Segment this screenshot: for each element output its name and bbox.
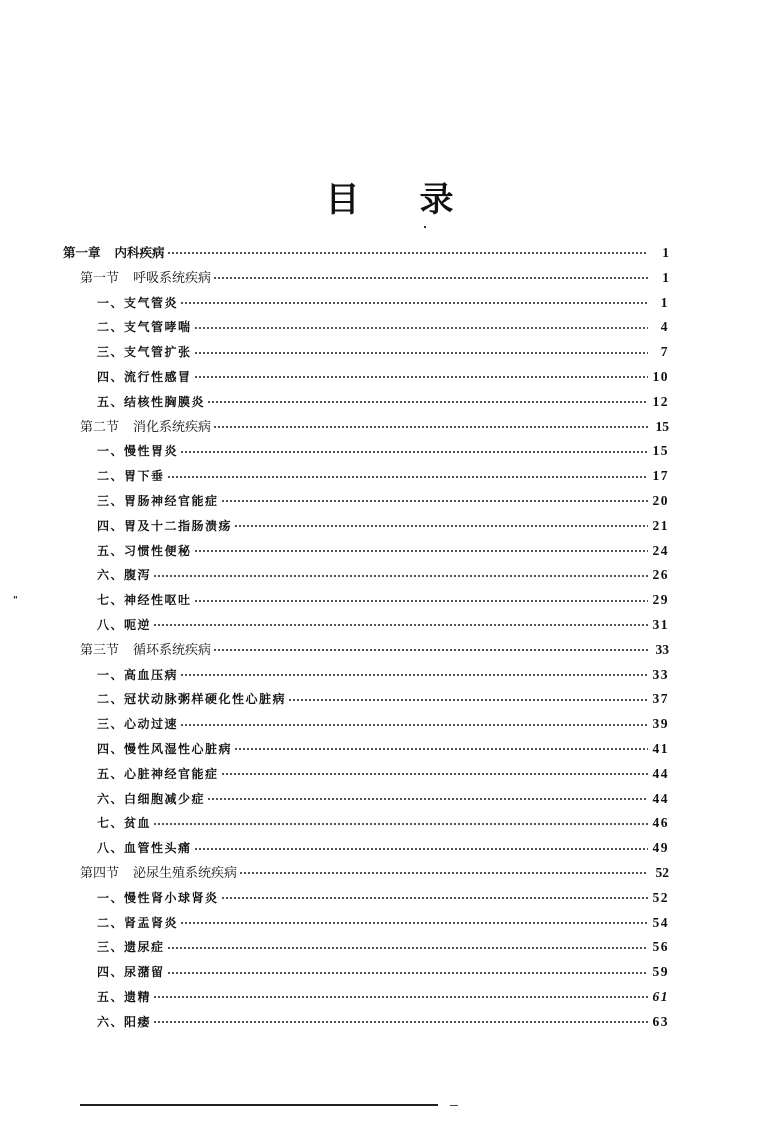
- toc-entry-title: [97, 712, 178, 737]
- toc-page-number: 41: [652, 740, 669, 756]
- toc-entry-label: 支气管哮喘: [124, 320, 192, 335]
- toc-entry-number: 一、: [97, 890, 125, 905]
- footer-rule-dash: [450, 1105, 458, 1106]
- toc-entry-number: 二、: [97, 320, 125, 335]
- toc-page-number: 7: [660, 344, 669, 360]
- toc-page-number: 33: [655, 641, 669, 657]
- toc-page-number: 59: [652, 964, 669, 980]
- toc-entry-item[interactable]: [63, 613, 669, 638]
- dot-leader: [207, 397, 647, 407]
- toc-entry-label: 胃及十二指肠溃疡: [124, 518, 233, 533]
- toc-entry-label: 慢性风湿性心脏病: [124, 741, 233, 756]
- toc-entry-title: [80, 639, 211, 664]
- toc-page-number: 1: [660, 294, 669, 310]
- toc-entry-title: [97, 613, 151, 638]
- dot-leader: [194, 348, 648, 358]
- dot-leader: [194, 844, 648, 854]
- toc-page-number: 12: [652, 393, 669, 409]
- toc-entry-title: [63, 241, 165, 266]
- toc-entry-number: 五、: [97, 394, 125, 409]
- toc-entry-label: 遗精: [124, 989, 152, 1004]
- toc-page-number: 44: [652, 790, 669, 806]
- dot-leader: [213, 645, 648, 655]
- toc-entry-label: 血管性头痛: [124, 841, 192, 856]
- toc-entry-item[interactable]: [63, 514, 669, 539]
- scan-speck: [424, 226, 426, 228]
- toc-entry-number: 二、: [97, 915, 125, 930]
- toc-page-number: 20: [652, 492, 669, 508]
- toc-entry-number: 三、: [97, 717, 125, 732]
- toc-entry-number: 八、: [97, 617, 125, 632]
- toc-entry-item[interactable]: [63, 390, 669, 415]
- toc-entry-item[interactable]: [63, 737, 669, 762]
- table-of-contents: [63, 241, 669, 1035]
- dot-leader: [153, 571, 647, 581]
- dot-leader: [180, 918, 647, 928]
- toc-entry-label: 胃下垂: [124, 469, 165, 484]
- dot-leader: [153, 620, 647, 630]
- toc-page-number: 29: [652, 592, 669, 608]
- toc-entry-number: 四、: [97, 741, 125, 756]
- toc-page-number: 33: [652, 666, 669, 682]
- dot-leader: [167, 968, 648, 978]
- toc-entry-section[interactable]: [63, 861, 669, 886]
- dot-leader: [194, 596, 648, 606]
- toc-entry-number: 第一节: [80, 270, 120, 286]
- toc-entry-title: [97, 291, 178, 316]
- toc-page-number: 1: [662, 245, 669, 260]
- toc-entry-title: [97, 1010, 151, 1035]
- dot-leader: [221, 496, 648, 506]
- toc-entry-title: [97, 960, 165, 985]
- toc-entry-number: 一、: [97, 667, 125, 682]
- toc-entry-item[interactable]: [63, 836, 669, 861]
- title-char-2: 录: [419, 180, 454, 220]
- toc-entry-title: [97, 935, 165, 960]
- dot-leader: [153, 819, 647, 829]
- toc-page-number: 4: [660, 319, 669, 335]
- toc-entry-label: 冠状动脉粥样硬化性心脏病: [124, 692, 287, 707]
- toc-entry-title: [97, 811, 151, 836]
- toc-entry-title: [97, 687, 286, 712]
- toc-entry-title: [97, 563, 151, 588]
- toc-entry-number: 八、: [97, 841, 125, 856]
- toc-page-number: 37: [652, 691, 669, 707]
- toc-entry-chapter[interactable]: [63, 241, 669, 266]
- toc-entry-title: [97, 588, 192, 613]
- toc-page-number: 31: [652, 616, 669, 632]
- toc-page-number: 26: [652, 567, 669, 583]
- toc-page-number: 1: [662, 269, 669, 285]
- toc-entry-number: 四、: [97, 518, 125, 533]
- dot-leader: [213, 273, 648, 283]
- toc-entry-label: 胃肠神经官能症: [124, 493, 219, 508]
- toc-entry-label: 尿潴留: [124, 965, 165, 980]
- dot-leader: [213, 422, 648, 432]
- toc-entry-label: 消化系统疾病: [133, 419, 212, 435]
- toc-entry-label: 高血压病: [124, 667, 179, 682]
- toc-entry-item[interactable]: [63, 985, 669, 1010]
- toc-entry-item[interactable]: [63, 439, 669, 464]
- toc-entry-title: [97, 663, 178, 688]
- toc-entry-item[interactable]: [63, 1010, 669, 1035]
- toc-entry-item[interactable]: [63, 588, 669, 613]
- toc-entry-item[interactable]: [63, 811, 669, 836]
- dot-leader: [194, 323, 648, 333]
- toc-entry-label: 循环系统疾病: [133, 642, 212, 658]
- toc-entry-title: [97, 985, 151, 1010]
- toc-page-number: 61: [652, 988, 669, 1004]
- toc-entry-number: 二、: [97, 469, 125, 484]
- toc-entry-title: [97, 365, 192, 390]
- toc-page-number: 63: [652, 1013, 669, 1029]
- toc-entry-number: 三、: [97, 345, 125, 360]
- toc-entry-item[interactable]: [63, 489, 669, 514]
- toc-entry-item[interactable]: [63, 340, 669, 365]
- toc-entry-number: 第二节: [80, 419, 120, 435]
- toc-entry-item[interactable]: [63, 315, 669, 340]
- toc-entry-number: 三、: [97, 940, 125, 955]
- toc-entry-title: [97, 836, 192, 861]
- toc-entry-item[interactable]: [63, 663, 669, 688]
- toc-entry-title: [80, 416, 211, 441]
- toc-page-number: 46: [652, 815, 669, 831]
- toc-entry-section[interactable]: [63, 638, 669, 663]
- toc-page-number: 15: [655, 418, 669, 434]
- dot-leader: [234, 744, 647, 754]
- margin-mark: ": [13, 596, 18, 606]
- toc-page-number: 21: [652, 517, 669, 533]
- toc-entry-number: 第三节: [80, 642, 120, 658]
- toc-entry-label: 心脏神经官能症: [124, 766, 219, 781]
- toc-entry-title: [80, 862, 237, 887]
- toc-entry-title: [97, 489, 219, 514]
- toc-entry-label: 腹泻: [124, 568, 152, 583]
- toc-entry-item[interactable]: [63, 935, 669, 960]
- toc-entry-section[interactable]: [63, 266, 669, 291]
- toc-entry-title: [97, 762, 219, 787]
- toc-entry-item[interactable]: [63, 563, 669, 588]
- toc-entry-label: 流行性感冒: [124, 369, 192, 384]
- toc-entry-item[interactable]: [63, 787, 669, 812]
- toc-entry-item[interactable]: [63, 911, 669, 936]
- toc-entry-section[interactable]: [63, 415, 669, 440]
- toc-entry-number: 一、: [97, 444, 125, 459]
- dot-leader: [288, 695, 647, 705]
- toc-entry-item[interactable]: [63, 762, 669, 787]
- toc-entry-number: 五、: [97, 989, 125, 1004]
- toc-entry-item[interactable]: [63, 886, 669, 911]
- toc-entry-item[interactable]: [63, 687, 669, 712]
- dot-leader: [167, 943, 648, 953]
- toc-entry-number: 五、: [97, 543, 125, 558]
- dot-leader: [180, 298, 648, 308]
- toc-entry-item[interactable]: [63, 291, 669, 316]
- dot-leader: [194, 546, 648, 556]
- toc-entry-number: 五、: [97, 766, 125, 781]
- toc-page-number: 49: [652, 840, 669, 856]
- toc-entry-number: 二、: [97, 692, 125, 707]
- toc-entry-label: 支气管炎: [124, 295, 179, 310]
- toc-entry-title: [97, 911, 178, 936]
- toc-entry-label: 慢性肾小球肾炎: [124, 890, 219, 905]
- toc-page-number: 52: [652, 889, 669, 905]
- toc-page-number: 10: [652, 368, 669, 384]
- toc-entry-label: 呃逆: [124, 617, 152, 632]
- dot-leader: [239, 868, 648, 878]
- toc-entry-label: 慢性胃炎: [124, 444, 179, 459]
- toc-page-number: 15: [652, 443, 669, 459]
- toc-entry-label: 遗尿症: [124, 940, 165, 955]
- toc-entry-number: 三、: [97, 493, 125, 508]
- toc-entry-label: 泌尿生殖系统疾病: [133, 865, 238, 881]
- toc-page-number: 52: [655, 864, 669, 880]
- footer-rule: [80, 1104, 438, 1106]
- toc-entry-title: [97, 315, 192, 340]
- toc-entry-title: [97, 539, 192, 564]
- dot-leader: [167, 472, 648, 482]
- toc-entry-title: [80, 267, 211, 292]
- toc-entry-number: 六、: [97, 791, 125, 806]
- toc-entry-label: 支气管扩张: [124, 345, 192, 360]
- toc-entry-title: [97, 439, 178, 464]
- toc-entry-label: 贫血: [124, 816, 152, 831]
- toc-entry-number: 四、: [97, 369, 125, 384]
- dot-leader: [207, 794, 647, 804]
- toc-entry-label: 阳痿: [124, 1014, 152, 1029]
- dot-leader: [180, 447, 647, 457]
- toc-entry-title: [97, 464, 165, 489]
- toc-entry-title: [97, 787, 205, 812]
- toc-page-number: 44: [652, 765, 669, 781]
- dot-leader: [221, 769, 648, 779]
- toc-entry-item[interactable]: [63, 539, 669, 564]
- toc-entry-label: 内科疾病: [114, 245, 165, 260]
- toc-entry-item[interactable]: [63, 464, 669, 489]
- toc-entry-label: 习惯性便秘: [124, 543, 192, 558]
- toc-entry-number: 七、: [97, 816, 125, 831]
- toc-entry-title: [97, 886, 219, 911]
- dot-leader: [167, 248, 648, 258]
- toc-entry-label: 神经性呕吐: [124, 593, 192, 608]
- toc-entry-title: [97, 514, 232, 539]
- toc-entry-label: 呼吸系统疾病: [133, 270, 212, 286]
- toc-entry-number: 七、: [97, 593, 125, 608]
- toc-entry-number: 一、: [97, 295, 125, 310]
- dot-leader: [194, 372, 648, 382]
- toc-entry-item[interactable]: [63, 960, 669, 985]
- dot-leader: [153, 992, 647, 1002]
- toc-entry-item[interactable]: [63, 365, 669, 390]
- page-title: [0, 172, 779, 221]
- toc-page-number: 54: [652, 914, 669, 930]
- toc-page-number: 24: [652, 542, 669, 558]
- toc-entry-label: 肾盂肾炎: [124, 915, 179, 930]
- toc-page-number: 56: [652, 939, 669, 955]
- toc-entry-number: 第一章: [63, 245, 101, 260]
- toc-entry-label: 白细胞减少症: [124, 791, 206, 806]
- toc-entry-title: [97, 737, 232, 762]
- dot-leader: [180, 670, 647, 680]
- dot-leader: [234, 521, 647, 531]
- toc-entry-number: 六、: [97, 568, 125, 583]
- toc-entry-number: 六、: [97, 1014, 125, 1029]
- dot-leader: [153, 1017, 647, 1027]
- toc-entry-label: 心动过速: [124, 717, 179, 732]
- toc-entry-item[interactable]: [63, 712, 669, 737]
- toc-entry-number: 四、: [97, 965, 125, 980]
- toc-entry-title: [97, 340, 192, 365]
- title-char-1: 目: [325, 180, 360, 220]
- toc-page-number: 17: [652, 468, 669, 484]
- toc-entry-title: [97, 390, 205, 415]
- dot-leader: [180, 720, 647, 730]
- toc-entry-label: 结核性胸膜炎: [124, 394, 206, 409]
- toc-page-number: 39: [652, 716, 669, 732]
- toc-entry-number: 第四节: [80, 865, 120, 881]
- dot-leader: [221, 893, 648, 903]
